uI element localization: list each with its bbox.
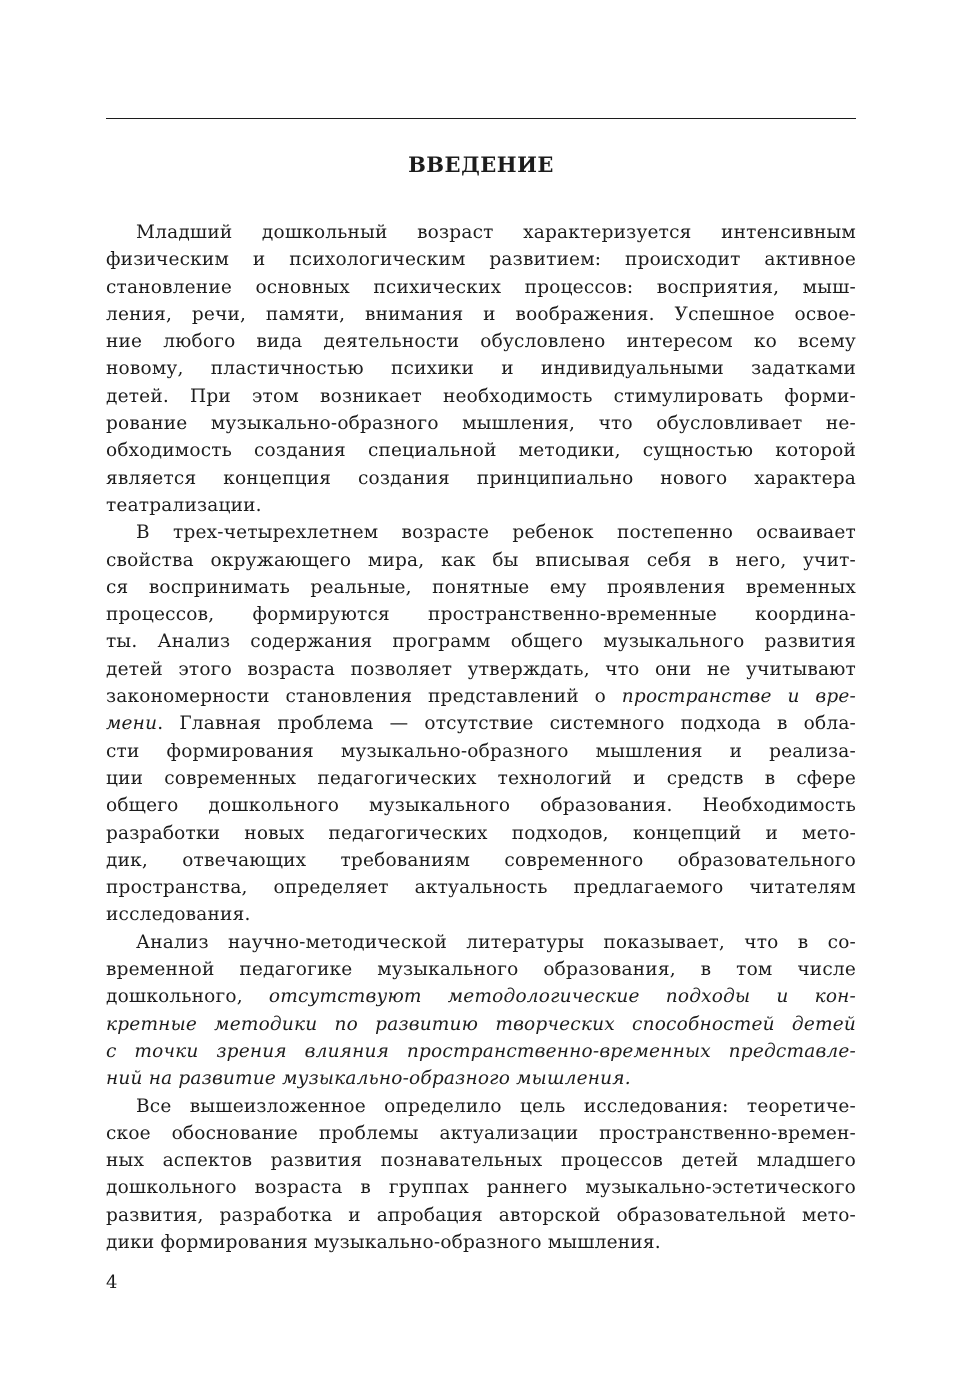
emphasis-text: мени <box>106 713 158 735</box>
emphasis-text: отсутствуют методологические подходы и кон- <box>268 986 856 1008</box>
text-line: дошкольного возраста в группах раннего музыкально-эстетического <box>106 1177 856 1199</box>
text-line: ления, речи, памяти, внимания и воображения. Успешное освое- <box>106 303 856 325</box>
text-line: с точки зрения влияния пространственно-временных представле- <box>106 1040 856 1062</box>
text-line: развития, разработка и апробация авторской образовательной мето- <box>106 1204 856 1226</box>
text-line: театрализации. <box>106 494 262 516</box>
text-line: процессов, формируются пространственно-временные координа- <box>106 604 856 626</box>
text-line: ных аспектов развития познавательных процессов детей младшего <box>106 1150 856 1172</box>
body-text <box>106 219 856 1256</box>
text-line: ты. Анализ содержания программ общего музыкального развития <box>106 631 856 653</box>
paragraph <box>106 519 856 928</box>
text-line: является концепция создания принципиально нового характера <box>106 467 856 489</box>
text-line: свойства окружающего мира, как бы вписывая себя в него, учит- <box>106 549 856 571</box>
text-line: разработки новых педагогических подходов, концепций и мето- <box>106 822 856 844</box>
emphasis-text: пространстве и вре- <box>621 686 856 708</box>
text-line: детей этого возраста позволяет утверждать, что они не учитывают <box>106 658 856 680</box>
text-line: Младший дошкольный возраст характеризуется интенсивным <box>136 222 856 243</box>
text-line: дик, отвечающих требованиям современного образовательного <box>106 849 856 871</box>
text-line: новому, пластичностью психики и индивидуальными задатками <box>106 358 856 380</box>
text-line: Анализ научно-методической литературы показывает, что в со- <box>136 931 856 953</box>
text-line: В трех-четырехлетнем возрасте ребенок постепенно осваивает <box>136 522 856 544</box>
text-line: ся воспринимать реальные, понятные ему проявления временных <box>106 576 856 598</box>
text-line: ции современных педагогических технологий и средств в сфере <box>106 767 856 789</box>
chapter-title: ВВЕДЕНИЕ <box>408 152 554 177</box>
text-line: общего дошкольного музыкального образования. Необходимость <box>106 795 856 817</box>
text-line: становление основных психических процессов: восприятия, мыш- <box>106 276 856 298</box>
text-line: детей. При этом возникает необходимость стимулировать форми- <box>106 385 856 407</box>
paragraph <box>106 1093 856 1257</box>
text-line: физическим и психологическим развитием: происходит активное <box>106 249 856 271</box>
text-line: ское обоснование проблемы актуализации пространственно-времен- <box>106 1122 856 1144</box>
paragraph <box>106 219 856 519</box>
text-line: пространства, определяет актуальность предлагаемого читателям <box>106 877 856 899</box>
text-line: ние любого вида деятельности обусловлено интересом ко всему <box>106 331 856 353</box>
text-line: дошкольного, отсутствуют методологические подходы и кон- <box>106 986 856 1008</box>
text-line: мени. Главная проблема — отсутствие системного подхода в обла- <box>106 713 856 735</box>
page-number: 4 <box>106 1272 118 1293</box>
text-line: исследования. <box>106 904 251 926</box>
text-line: Все вышеизложенное определило цель исследования: теоретиче- <box>136 1095 856 1117</box>
text-line: рование музыкально-образного мышления, что обусловливает не- <box>106 413 856 435</box>
text-line: ний на развитие музыкально-образного мышления. <box>106 1068 631 1090</box>
text-line: закономерности становления представлений о пространстве и вре- <box>106 686 856 708</box>
text-line: сти формирования музыкально-образного мышления и реализа- <box>106 740 856 762</box>
text-line: кретные методики по развитию творческих способностей детей <box>106 1013 856 1035</box>
paragraph <box>106 929 856 1093</box>
text-line: обходимость создания специальной методики, сущностью которой <box>106 440 856 462</box>
text-line: дики формирования музыкально-образного мышления. <box>106 1231 661 1253</box>
text-line: временной педагогике музыкального образования, в том числе <box>106 959 856 981</box>
header-rule <box>106 118 856 119</box>
